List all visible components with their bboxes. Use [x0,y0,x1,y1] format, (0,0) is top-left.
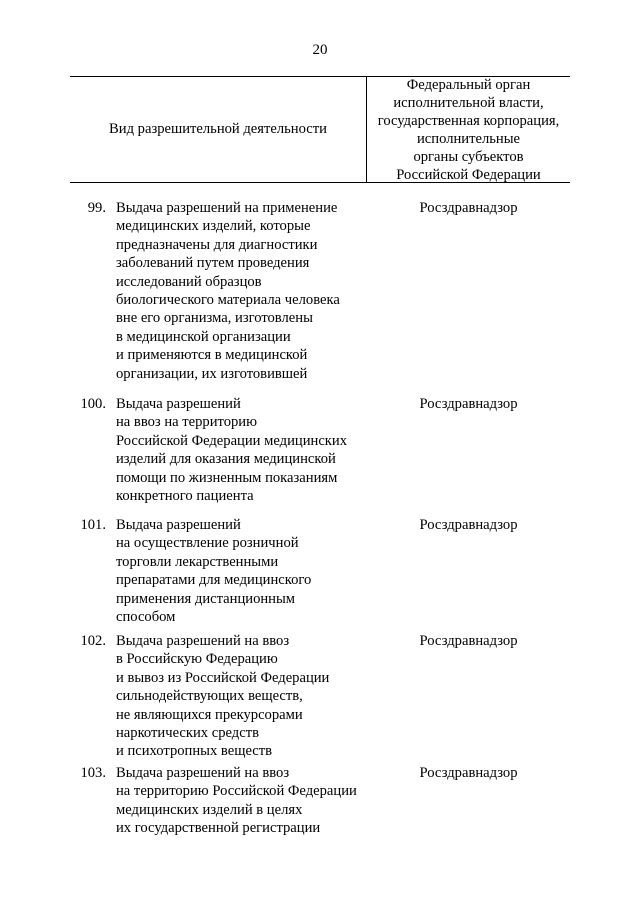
row-authority: Росздравнадзор [419,396,518,412]
row-activity-line: организации, их изготовившей [116,365,308,382]
row-number: 101. [80,517,106,533]
row-activity-line: конкретного пациента [116,488,254,505]
row-activity-line: и применяются в медицинской [116,347,308,364]
header-authority-line: органы субъектов [413,148,524,165]
row-activity-line: и вывоз из Российской Федерации [116,669,330,686]
row-activity [116,199,386,383]
row-authority: Росздравнадзор [419,765,518,781]
header-authority-line: государственная корпорация, [377,112,560,129]
row-activity-line: не являющихся прекурсорами [116,706,303,723]
header-activity-type: Вид разрешительной деятельности [109,121,327,137]
row-number: 103. [80,765,106,781]
row-activity-line: изделий для оказания медицинской [116,451,336,468]
row-activity-line: сильнодействующих веществ, [116,688,303,705]
table-row [0,395,640,516]
row-activity [116,632,386,761]
row-authority: Росздравнадзор [419,517,518,533]
header-authority-line: исполнительной власти, [393,94,544,111]
row-activity [116,764,386,838]
row-activity-line: Российской Федерации медицинских [116,432,347,449]
row-activity-line: медицинских изделий, которые [116,218,311,235]
row-authority: Росздравнадзор [419,633,518,649]
row-authority: Росздравнадзор [419,200,518,216]
row-activity-line: применения дистанционным [116,590,296,607]
row-activity-line: в Российскую Федерацию [116,651,278,668]
row-activity-line: помощи по жизненным показаниям [116,469,338,486]
row-activity-line: в медицинской организации [116,328,291,345]
row-activity-line: препаратами для медицинского [116,572,312,589]
table-body [0,199,640,844]
row-activity-line: на территорию Российской Федерации [116,783,357,800]
header-authority-line: Федеральный орган [406,76,531,93]
row-number: 102. [80,633,106,649]
row-activity-line: наркотических средств [116,725,259,742]
row-activity [116,516,386,626]
row-activity-line: предназначены для диагностики [116,236,318,253]
table-row [0,632,640,764]
row-activity-line: торговли лекарственными [116,553,279,570]
row-activity-line: Выдача разрешений на применение [116,200,338,216]
row-activity-line: Выдача разрешений на ввоз [116,765,290,781]
row-number: 99. [87,200,106,216]
row-activity-line: способом [116,609,176,626]
row-activity-line: биологического материала человека [116,292,340,309]
row-number: 100. [80,396,106,412]
header-authority-line: исполнительные [417,130,520,147]
row-activity-line: медицинских изделий в целях [116,801,303,818]
page-number: 20 [312,42,328,58]
row-activity-line: вне его организма, изготовлены [116,310,313,327]
header-authority [367,77,570,182]
table-header [70,76,570,183]
row-activity-line: их государственной регистрации [116,820,321,837]
table-row [0,199,640,395]
row-activity-line: и психотропных веществ [116,743,273,760]
header-authority-line: Российской Федерации [396,166,541,183]
table-row [0,764,640,844]
row-activity-line: на осуществление розничной [116,535,299,552]
table-row [0,516,640,632]
row-activity [116,395,386,505]
row-activity-line: заболеваний путем проведения [116,255,310,272]
row-activity-line: Выдача разрешений на ввоз [116,633,290,649]
row-activity-line: Выдача разрешений [116,396,241,412]
row-activity-line: на ввоз на территорию [116,414,258,431]
row-activity-line: исследований образцов [116,273,262,290]
row-activity-line: Выдача разрешений [116,517,241,533]
